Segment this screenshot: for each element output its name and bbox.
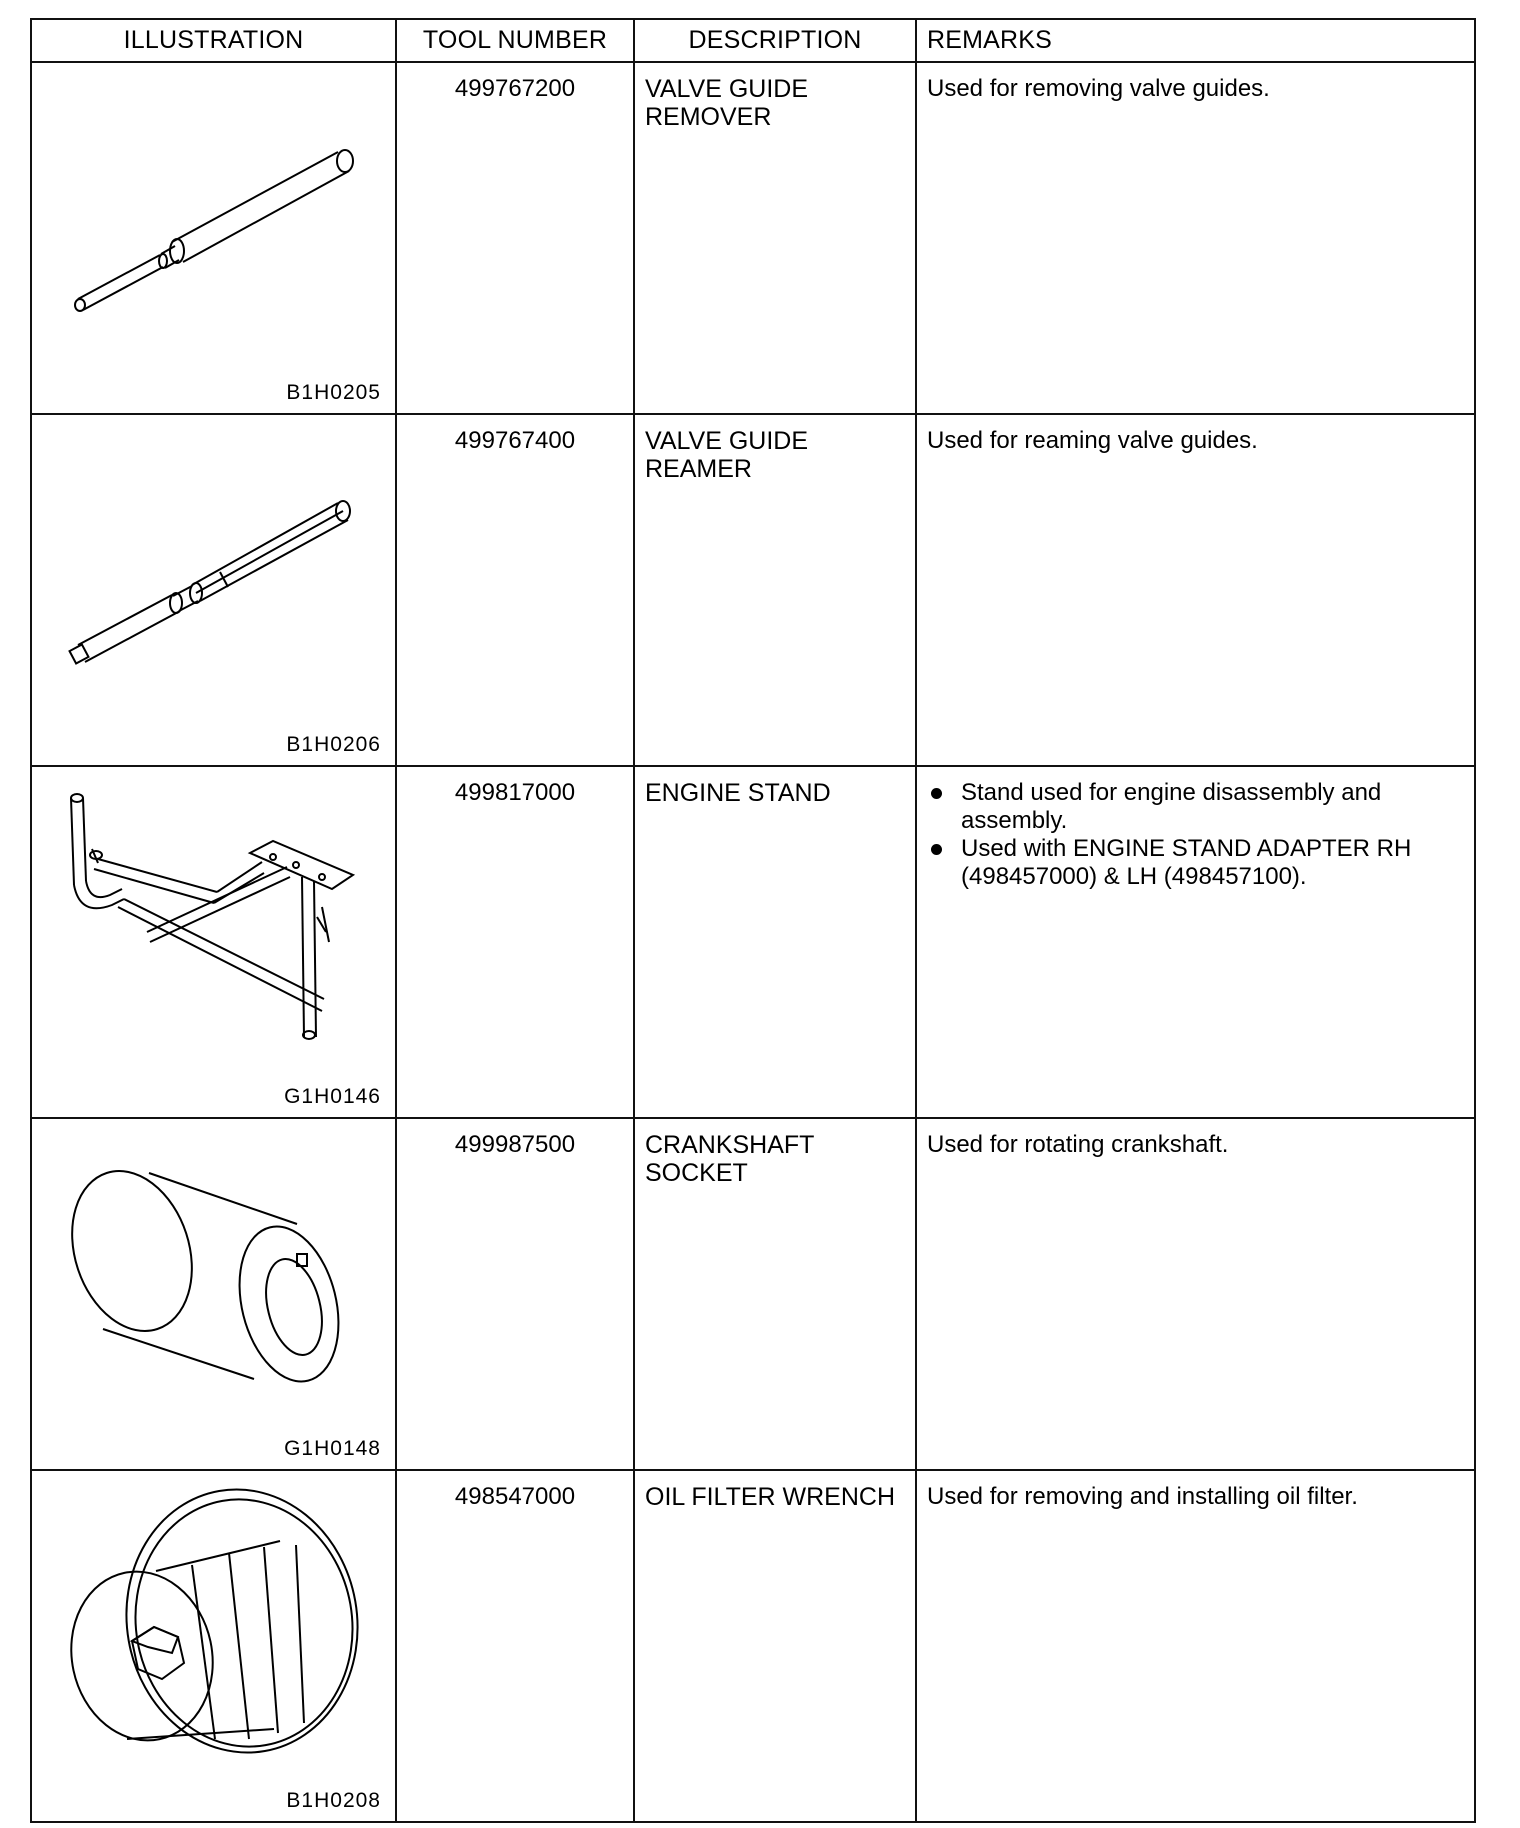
table-row	[31, 414, 1475, 766]
tool-number: 499767400	[396, 414, 634, 766]
tool-remarks	[916, 1118, 1475, 1470]
header-illustration: ILLUSTRATION	[31, 19, 396, 62]
header-tool-number: TOOL NUMBER	[396, 19, 634, 62]
table-row	[31, 62, 1475, 414]
engine-stand-icon	[32, 767, 397, 1105]
illustration-cell	[31, 1470, 396, 1822]
tool-number: 499767200	[396, 62, 634, 414]
remark-text: Used for removing and installing oil filter.	[927, 1483, 1358, 1510]
tool-description: ENGINE STAND	[634, 766, 916, 1118]
illustration-code: B1H0206	[286, 733, 381, 756]
header-row	[31, 19, 1475, 62]
list-item: Used with ENGINE STAND ADAPTER RH (498457000) & LH (498457100).	[927, 835, 1466, 891]
tool-description: VALVE GUIDE REAMER	[634, 414, 916, 766]
header-remarks: REMARKS	[916, 19, 1475, 62]
remark-text: Used for rotating crankshaft.	[927, 1131, 1229, 1158]
tool-number: 499987500	[396, 1118, 634, 1470]
oil-filter-wrench-icon	[32, 1471, 397, 1809]
special-tools-table	[30, 18, 1476, 1823]
illustration-code: G1H0146	[284, 1085, 381, 1108]
table-row	[31, 766, 1475, 1118]
remark-text: Used for reaming valve guides.	[927, 427, 1258, 454]
list-item: Stand used for engine disassembly and assembly.	[927, 779, 1466, 835]
tool-remarks	[916, 766, 1475, 1118]
illustration-cell	[31, 1118, 396, 1470]
remarks-list	[927, 779, 1466, 891]
valve-guide-remover-icon	[32, 63, 397, 401]
crankshaft-socket-icon	[32, 1119, 397, 1457]
tool-description: OIL FILTER WRENCH	[634, 1470, 916, 1822]
tool-remarks	[916, 62, 1475, 414]
tool-remarks	[916, 1470, 1475, 1822]
tool-description: CRANKSHAFT SOCKET	[634, 1118, 916, 1470]
illustration-cell	[31, 766, 396, 1118]
tool-remarks	[916, 414, 1475, 766]
valve-guide-reamer-icon	[32, 415, 397, 753]
table-row	[31, 1118, 1475, 1470]
header-description: DESCRIPTION	[634, 19, 916, 62]
illustration-cell	[31, 414, 396, 766]
remark-text: Used for removing valve guides.	[927, 75, 1270, 102]
illustration-code: B1H0205	[286, 381, 381, 404]
tool-description: VALVE GUIDE REMOVER	[634, 62, 916, 414]
illustration-code: G1H0148	[284, 1437, 381, 1460]
tool-number: 498547000	[396, 1470, 634, 1822]
tool-number: 499817000	[396, 766, 634, 1118]
illustration-cell	[31, 62, 396, 414]
illustration-code: B1H0208	[286, 1789, 381, 1812]
table-row	[31, 1470, 1475, 1822]
